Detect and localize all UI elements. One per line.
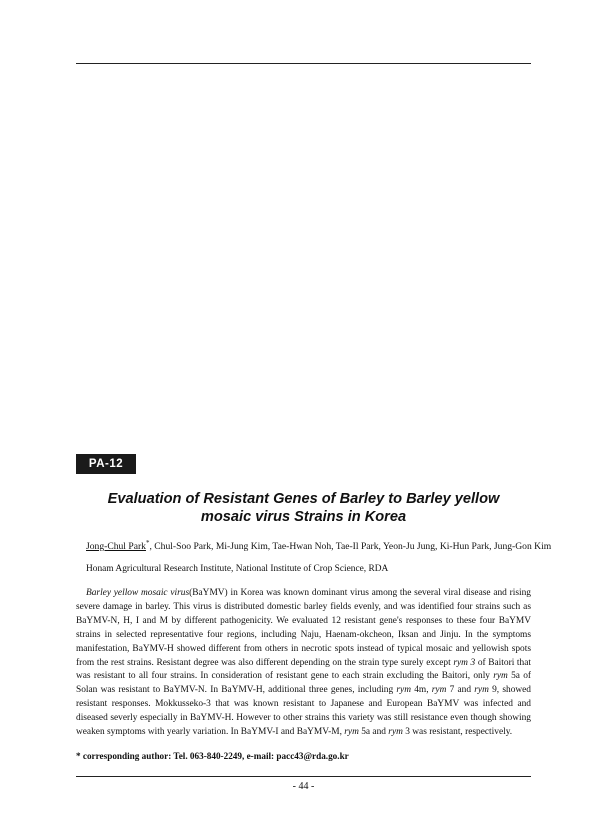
abstract-text-6: 9, showed resistant responses. Mokkusseko-3 that was known resistant to Japanese and European BaYMV was infected and diseased severly especially in BaYMV-H. However to other strains this variety was still resistance even though showing weaken symptoms with yearly variation. In BaYMV-I and BaYMV-M,	[76, 685, 531, 738]
page-number: - 44 -	[292, 781, 315, 792]
abstract-text-7: 5a and	[358, 727, 389, 738]
gene-rym5a-2: rym	[344, 727, 359, 738]
abstract-code-badge: PA-12	[76, 454, 136, 474]
bottom-rule	[76, 776, 531, 777]
abstract-body	[76, 587, 531, 740]
title-line-2: mosaic virus Strains in Korea	[200, 509, 407, 525]
gene-rym3-2: rym	[388, 727, 403, 738]
virus-name: Barley yellow mosaic virus	[86, 588, 190, 598]
abstract-text-2: of Baitori that was resistant to all four strains. In consideration of resistant gene to each strain excluding the Baitori, only	[76, 657, 531, 682]
top-rule	[76, 63, 531, 64]
corresponding-author: * corresponding author: Tel. 063-840-2249, e-mail: pacc43@rda.go.kr	[76, 751, 349, 761]
gene-rym5a: rym	[493, 671, 508, 682]
gene-rym9: rym	[474, 685, 489, 696]
abstract-text-5: 7 and	[446, 685, 475, 696]
gene-rym7: rym	[431, 685, 447, 696]
abstract-paragraph	[76, 587, 531, 740]
title-line-1: Evaluation of Resistant Genes of Barley to Barley yellow	[107, 491, 500, 507]
affiliation: Honam Agricultural Research Institute, National Institute of Crop Science, RDA	[86, 564, 389, 574]
paper-title	[76, 490, 531, 526]
co-authors: , Chul-Soo Park, Mi-Jung Kim, Tae-Hwan Noh, Tae-Il Park, Yeon-Ju Jung, Ki-Hun Park, Jung-Gon Kim	[149, 541, 552, 553]
author-list	[86, 537, 552, 553]
abstract-text-4: 4m,	[411, 685, 432, 696]
abstract-text-8: 3 was resistant, respectively.	[402, 727, 513, 738]
corresponding-mark: *	[145, 539, 150, 547]
gene-rym4m: rym	[396, 685, 411, 696]
gene-rym3: rym 3	[453, 657, 476, 668]
abstract-text-1: (BaYMV) in Korea was known dominant virus among the several viral disease and rising severe damage in barley. This virus is distributed domestic barley fields evenly, and was identified four strains such as BaYMV-N, H, I and M by different pathogenicity. We evaluated 12 resistant gene's responses to these four BaYMV strains in selected representative four regions, including Naju, Haenam-okcheon, Iksan and Jinju. In the symptoms manifestation, BaYMV-H showed different from others in necrotic spots instead of typical mosaic and yellowish spots from the rest strains. Resistant degree was also different depending on the strain type surely except	[76, 588, 531, 668]
first-author: Jong-Chul Park	[86, 541, 146, 553]
abstract-text-3: 5a of Solan was resistant to BaYMV-N. In BaYMV-H, additional three genes, including	[76, 671, 532, 696]
